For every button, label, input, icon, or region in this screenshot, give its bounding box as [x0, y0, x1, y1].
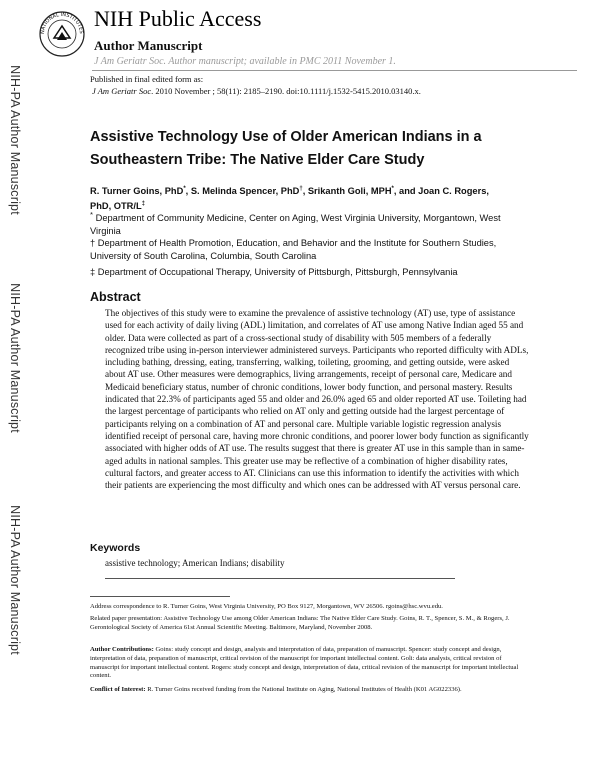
nih-seal-logo — [38, 10, 86, 58]
author-list: R. Turner Goins, PhD*, S. Melinda Spencer, PhD†, Srikanth Goli, MPH*, and Joan C. Rogers, PhD, OTR/L‡ — [90, 186, 489, 212]
author-manuscript-label: Author Manuscript — [94, 38, 203, 53]
author-mark: * — [183, 186, 186, 192]
author-name: Srikanth Goli, MPH — [307, 186, 392, 197]
abstract-text: The objectives of this study were to examine the prevalence of assistive technology (AT) use, type of assistance used for each activity of daily living (ADL) limitation, and correlates of AT use among Native Indian aged 55 and older. Data were collected as part of a cross-sectional study of disability with 505 members of a federally recognized tribe using in-person interviewer administered surveys. Participants who reported difficulty with ADLs, including bathing, dressing, eating, transferring, walking, toileting, grooming, and getting outside, were asked about AT use. Other measures were demographics, living arrangements, receipt of personal care, Medicare and Medicaid beneficiary status, number of chronic conditions, lower body function, and personal mastery. Results indicated that 22.3% of participants aged 55 and older and 26.0% aged 65 and older reported AT use. Toileting had the largest percentage of participants who relied on AT only and getting outside had the largest percentage of participants relying on a combination of AT and personal care. Multiple variable logistic regression analysis identified receipt of personal care, having more chronic conditions, and poorer lower body function as significantly associated with higher odds of AT use. The results suggest that there is greater AT use in this sample than in same-aged adults in national samples. This greater use may be reflective of a combination of higher disability rates, cultural factors, and greater access to AT. Clinicians can use this information to identify the activities with which their patients are experiencing the most difficulty and which ones can be addressed with AT versus personal care. — [105, 308, 529, 491]
journal-availability-line: J Am Geriatr Soc. Author manuscript; available in PMC 2011 November 1. — [94, 56, 396, 67]
published-citation — [92, 86, 421, 96]
citation-journal: J Am Geriatr Soc — [92, 86, 152, 96]
footnote-divider — [90, 596, 230, 597]
affiliation: * Department of Community Medicine, Center on Aging, West Virginia University, Morgantown, West Virginia — [90, 210, 501, 237]
citation-details: . 2010 November ; 58(11): 2185–2190. doi:10.1111/j.1532-5415.2010.03140.x. — [151, 86, 421, 96]
conflict-label: Conflict of Interest: — [90, 686, 146, 693]
public-access-title: NIH Public Access — [94, 6, 262, 31]
conflict-of-interest-footnote: Conflict of Interest: R. Turner Goins received funding from the National Institute on Aging, National Institutes of Health (K01 AG022336). — [90, 686, 462, 693]
keywords-list: assistive technology; American Indians; disability — [105, 558, 285, 568]
keywords-heading: Keywords — [90, 542, 141, 554]
related-presentation-footnote: Related paper presentation: Assistive Technology Use among Older American Indians: The Native Elder Care Study. Goins, R. T., Spencer, S. M., & Rogers, J. Gerontological Society of America 61st Annual Scientific Meeting. Baltimore, Maryland, November 2008. — [90, 615, 510, 631]
author-name: S. Melinda Spencer, PhD — [190, 186, 300, 197]
keywords-divider — [105, 578, 455, 579]
article-title: Assistive Technology Use of Older American Indians in a Southeastern Tribe: The Native Elder Care Study — [90, 129, 482, 168]
author-mark: † — [299, 186, 303, 192]
author-contributions-footnote: Author Contributions: Goins: study concept and design, analysis and interpretation of data, preparation of manuscript. Spencer: study concept and design, interpretation of data, preparation of manuscript, critical revision of the manuscript for important intellectual content. Goli: data analysis, critical revision of manuscript for important intellectual content. Rogers: study concept and design, interpretation of data, critical revision of the manuscript for important intellectual content. — [90, 646, 519, 680]
abstract-heading: Abstract — [90, 290, 141, 304]
correspondence-footnote: Address correspondence to R. Turner Goins, West Virginia University, PO Box 9127, Morgantown, WV 26506. rgoins@hsc.wvu.edu. — [90, 603, 443, 610]
svg-text:NATIONAL INSTITUTES OF HEALTH: NATIONAL INSTITUTES — [39, 11, 85, 35]
author-name: Joan C. Rogers, PhD, OTR/L — [90, 186, 489, 212]
author-mark: * — [391, 186, 394, 192]
affiliation: † Department of Health Promotion, Education, and Behavior and the Institute for Southern Studies, University of South Carolina, Columbia, South Carolina — [90, 238, 497, 261]
author-mark: ‡ — [141, 201, 145, 208]
author-name: R. Turner Goins, PhD — [90, 186, 184, 197]
published-intro: Published in final edited form as: — [90, 74, 204, 84]
header-divider — [92, 70, 577, 71]
sidebar-label-middle: NIH-PA Author Manuscript — [8, 283, 23, 433]
affiliation: ‡ Department of Occupational Therapy, University of Pittsburgh, Pittsburgh, Pennsylvania — [90, 267, 458, 277]
contributions-label: Author Contributions: — [90, 646, 154, 653]
sidebar-label-bottom: NIH-PA Author Manuscript — [8, 505, 23, 655]
sidebar-label-top: NIH-PA Author Manuscript — [8, 65, 23, 215]
